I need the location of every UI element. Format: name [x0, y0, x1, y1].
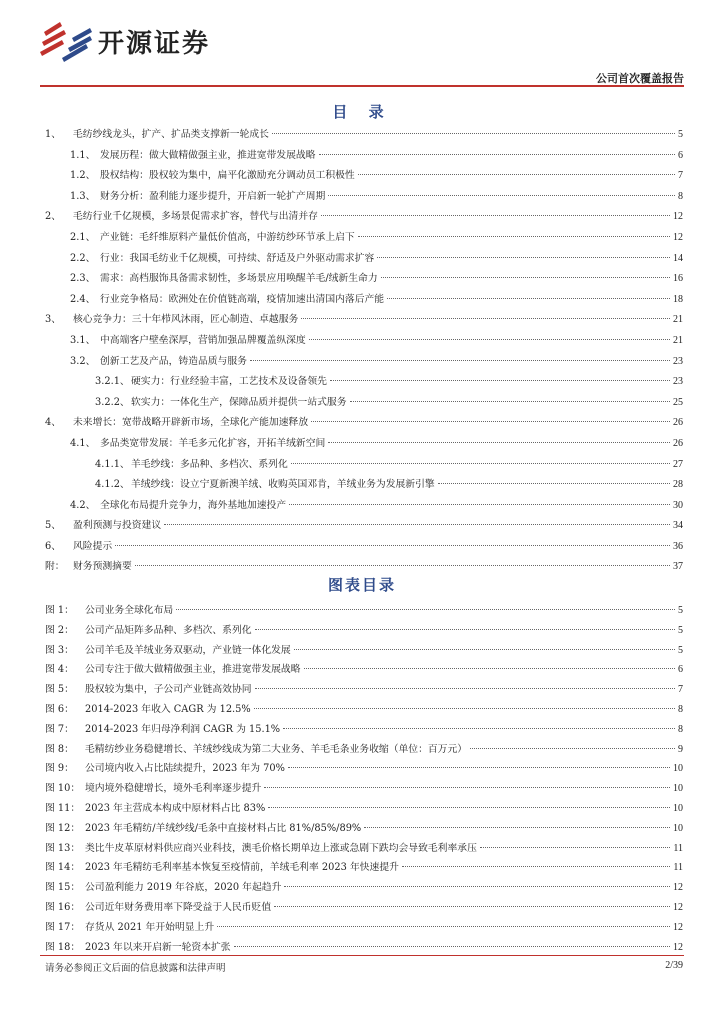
figure-text: 毛精纺纱业务稳健增长、羊绒纱线成为第二大业务、羊毛毛条业务收缩（单位：百万元） — [85, 743, 468, 755]
toc-entry[interactable] — [45, 372, 683, 393]
toc-leader — [115, 545, 670, 546]
figure-number: 图 4： — [45, 664, 74, 676]
figure-text: 类比牛皮革原材料供应商兴业科技，澳毛价格长期单边上涨或急剧下跌均会导致毛利率承压 — [85, 842, 477, 854]
toc-text: 中高端客户壁垒深厚，营销加强品牌覆盖纵深度 — [100, 334, 306, 346]
figure-leader — [255, 629, 675, 630]
toc-text: 创新工艺及产品，铸造品质与服务 — [100, 355, 247, 367]
toc-page: 21 — [673, 314, 683, 326]
toc-number: 2.1、 — [70, 231, 96, 243]
toc-text: 毛纺纱线龙头，扩产、扩品类支撑新一轮成长 — [73, 129, 269, 140]
toc-page: 37 — [673, 561, 683, 573]
figure-number: 图 10： — [45, 783, 81, 795]
toc-text: 财务分析：盈利能力逐步提升，开启新一轮扩产周期 — [100, 190, 326, 202]
figure-page: 11 — [673, 842, 683, 854]
figure-number: 图 11： — [45, 802, 81, 814]
toc-page: 27 — [673, 458, 683, 470]
toc-entry[interactable] — [45, 228, 683, 249]
figure-list — [45, 601, 683, 957]
toc-leader — [321, 215, 670, 216]
figure-page: 12 — [673, 921, 683, 933]
figure-text: 公司羊毛及羊绒业务双驱动，产业链一体化发展 — [85, 644, 291, 656]
figure-page: 12 — [673, 882, 683, 894]
figure-number: 图 17： — [45, 921, 81, 933]
toc-page: 34 — [673, 520, 683, 532]
toc-leader — [309, 339, 670, 340]
toc-text: 多品类宽带发展：羊毛多元化扩容，开拓羊绒新空间 — [100, 437, 326, 449]
footer-divider — [40, 955, 684, 956]
figure-leader — [304, 668, 675, 669]
toc-text: 核心竞争力：三十年栉风沐雨，匠心制造、卓越服务 — [73, 314, 299, 326]
figure-number: 图 12： — [45, 822, 81, 834]
figure-page: 7 — [678, 684, 683, 696]
toc-text: 股权结构：股权较为集中，扁平化激励充分调动员工积极性 — [100, 170, 355, 182]
toc-leader — [272, 133, 675, 134]
toc-text: 行业竞争格局：欧洲处在价值链高端，疫情加速出清国内落后产能 — [100, 293, 385, 305]
figure-number: 图 2： — [45, 624, 74, 636]
toc-page: 36 — [673, 540, 683, 552]
toc-entry[interactable] — [45, 207, 683, 228]
figure-entry[interactable] — [45, 621, 683, 641]
toc-entry[interactable] — [45, 516, 683, 537]
toc-number: 2.4、 — [70, 293, 96, 305]
figure-leader — [294, 649, 675, 650]
toc-page: 30 — [673, 499, 683, 511]
toc-page: 16 — [673, 273, 683, 285]
figure-leader — [274, 906, 670, 907]
toc-number: 2.2、 — [70, 252, 96, 264]
figure-page: 5 — [678, 605, 683, 616]
toc-number: 1、 — [45, 129, 62, 140]
figure-text: 公司业务全球化布局 — [85, 605, 174, 616]
toc-number: 4、 — [45, 417, 62, 429]
figure-entry[interactable] — [45, 660, 683, 680]
figure-text: 2014-2023 年归母净利润 CAGR 为 15.1% — [85, 723, 281, 735]
figure-page: 8 — [678, 723, 683, 735]
toc-entry[interactable] — [45, 475, 683, 496]
toc-leader — [358, 236, 670, 237]
figure-page: 5 — [678, 624, 683, 636]
brand-name: 开源证券 — [98, 28, 211, 59]
figure-entry[interactable] — [45, 779, 683, 799]
toc-entry[interactable] — [45, 413, 683, 434]
figure-page: 10 — [673, 783, 683, 795]
toc-text: 羊毛纱线：多品种、多档次、系列化 — [131, 458, 288, 470]
figure-text: 2023 年毛精纺毛利率基本恢复至疫情前，羊绒毛利率 2023 年快速提升 — [85, 862, 399, 874]
toc-text: 硬实力：行业经验丰富，工艺技术及设备领先 — [131, 376, 327, 388]
toc-leader — [328, 195, 675, 196]
figure-text: 公司专注于做大做精做强主业，推进宽带发展战略 — [85, 664, 301, 676]
toc-page: 26 — [673, 417, 683, 429]
figure-entry[interactable] — [45, 601, 683, 621]
toc-leader — [164, 524, 670, 525]
toc-number: 3.1、 — [70, 334, 96, 346]
toc-text: 产业链：毛纤维原料产量低价值高，中游纺纱环节承上启下 — [100, 231, 355, 243]
toc-entry[interactable] — [45, 290, 683, 311]
toc-page: 25 — [673, 396, 683, 408]
figure-page: 10 — [673, 763, 683, 775]
toc-entry[interactable] — [45, 249, 683, 270]
figure-list-title: 图表目录 — [327, 576, 396, 594]
toc-text: 财务预测摘要 — [73, 561, 132, 573]
figure-entry[interactable] — [45, 839, 683, 859]
figure-number: 图 7： — [45, 723, 74, 735]
brand-logo-icon — [38, 18, 94, 64]
toc-text: 软实力：一体化生产，保障品质并提供一站式服务 — [131, 396, 347, 408]
toc-leader — [291, 463, 670, 464]
figure-leader — [234, 946, 670, 947]
toc-number: 2、 — [45, 211, 62, 223]
figure-page: 10 — [673, 822, 683, 834]
figure-number: 图 15： — [45, 882, 81, 894]
figure-number: 图 13： — [45, 842, 81, 854]
toc-text: 需求：高档服饰具备需求韧性，多场景应用唤醒羊毛/绒新生命力 — [100, 273, 378, 285]
figure-text: 股权较为集中，子公司产业链高效协同 — [85, 684, 252, 696]
toc-list — [45, 125, 683, 578]
toc-number: 1.3、 — [70, 190, 96, 202]
figure-text: 2023 年毛精纺/羊绒纱线/毛条中直接材料占比 81%/85%/89% — [85, 822, 362, 834]
toc-page: 12 — [673, 231, 683, 243]
toc-leader — [301, 318, 670, 319]
figure-leader — [283, 728, 675, 729]
figure-leader — [268, 807, 670, 808]
figure-leader — [284, 886, 670, 887]
toc-text: 未来增长：宽带战略开辟新市场，全球化产能加速释放 — [73, 417, 309, 429]
toc-number: 3.2、 — [70, 355, 96, 367]
figure-page: 10 — [673, 802, 683, 814]
figure-entry[interactable] — [45, 918, 683, 938]
figure-entry[interactable] — [45, 700, 683, 720]
toc-number: 1.1、 — [70, 149, 96, 161]
toc-leader — [438, 483, 670, 484]
toc-entry[interactable] — [45, 269, 683, 290]
figure-page: 8 — [678, 703, 683, 715]
toc-entry[interactable] — [45, 146, 683, 167]
figure-number: 图 6： — [45, 703, 74, 715]
figure-leader — [288, 767, 670, 768]
footer-disclaimer: 请务必参阅正文后面的信息披露和法律声明 — [45, 963, 226, 974]
toc-text: 盈利预测与投资建议 — [73, 520, 162, 532]
figure-text: 境内境外稳健增长，境外毛利率逐步提升 — [85, 783, 262, 795]
figure-entry[interactable] — [45, 720, 683, 740]
figure-number: 图 1： — [45, 605, 74, 616]
toc-entry[interactable] — [45, 496, 683, 517]
toc-entry[interactable] — [45, 537, 683, 558]
figure-leader — [255, 688, 675, 689]
toc-number: 4.1、 — [70, 437, 96, 449]
toc-number: 附： — [45, 561, 65, 573]
figure-text: 2023 年主营成本构成中原材料占比 83% — [85, 802, 266, 814]
toc-entry[interactable] — [45, 331, 683, 352]
toc-page: 7 — [678, 170, 683, 182]
toc-number: 1.2、 — [70, 170, 96, 182]
figure-number: 图 3： — [45, 644, 74, 656]
toc-page: 26 — [673, 437, 683, 449]
toc-page: 8 — [678, 190, 683, 202]
toc-number: 4.1.1、 — [95, 458, 130, 470]
figure-page: 12 — [673, 901, 683, 913]
toc-entry[interactable] — [45, 455, 683, 476]
toc-leader — [387, 298, 670, 299]
toc-page: 6 — [678, 149, 683, 161]
figure-entry[interactable] — [45, 740, 683, 760]
toc-leader — [311, 421, 670, 422]
toc-leader — [289, 504, 670, 505]
figure-leader — [364, 827, 670, 828]
toc-entry[interactable] — [45, 352, 683, 373]
toc-title: 目 录 — [332, 103, 392, 121]
toc-leader — [381, 277, 670, 278]
toc-number: 2.3、 — [70, 273, 96, 285]
page-number: 2/39 — [665, 960, 683, 971]
toc-text: 全球化布局提升竞争力，海外基地加速投产 — [100, 499, 287, 511]
figure-number: 图 9： — [45, 763, 74, 775]
toc-entry[interactable] — [45, 434, 683, 455]
figure-text: 公司盈利能力 2019 年谷底，2020 年起趋升 — [85, 882, 282, 894]
figure-number: 图 5： — [45, 684, 74, 696]
brand-logo — [38, 16, 210, 66]
toc-page: 23 — [673, 376, 683, 388]
figure-text: 2014-2023 年收入 CAGR 为 12.5% — [85, 703, 251, 715]
figure-number: 图 14： — [45, 862, 81, 874]
figure-entry[interactable] — [45, 759, 683, 779]
figure-page: 5 — [678, 644, 683, 656]
toc-leader — [377, 257, 670, 258]
figure-leader — [402, 866, 670, 867]
figure-page: 12 — [673, 941, 683, 953]
figure-leader — [254, 708, 675, 709]
figure-number: 图 18： — [45, 941, 81, 953]
figure-entry[interactable] — [45, 878, 683, 898]
figure-leader — [264, 787, 670, 788]
toc-leader — [135, 565, 670, 566]
figure-entry[interactable] — [45, 858, 683, 878]
toc-page: 12 — [673, 211, 683, 223]
figure-text: 公司近年财务费用率下降受益于人民币贬值 — [85, 901, 272, 913]
figure-entry[interactable] — [45, 680, 683, 700]
toc-leader — [250, 360, 670, 361]
figure-number: 图 8： — [45, 743, 74, 755]
figure-leader — [176, 609, 675, 610]
figure-page: 6 — [678, 664, 683, 676]
figure-page: 11 — [673, 862, 683, 874]
toc-page: 28 — [673, 479, 683, 491]
figure-page: 9 — [678, 743, 683, 755]
toc-page: 23 — [673, 355, 683, 367]
toc-leader — [358, 174, 675, 175]
toc-page: 18 — [673, 293, 683, 305]
toc-number: 3.2.2、 — [95, 396, 130, 408]
toc-text: 毛纺行业千亿规模，多场景促需求扩容，替代与出清并存 — [73, 211, 318, 223]
toc-entry[interactable] — [45, 310, 683, 331]
toc-leader — [350, 401, 670, 402]
figure-entry[interactable] — [45, 898, 683, 918]
report-type: 公司首次覆盖报告 — [596, 72, 684, 85]
toc-text: 行业：我国毛纺业千亿规模，可持续、舒适及户外驱动需求扩容 — [100, 252, 375, 264]
toc-text: 发展历程：做大做精做强主业，推进宽带发展战略 — [100, 149, 316, 161]
figure-entry[interactable] — [45, 819, 683, 839]
toc-text: 羊绒纱线：设立宁夏新澳羊绒、收购英国邓肯，羊绒业务为发展新引擎 — [131, 479, 435, 491]
toc-page: 21 — [673, 334, 683, 346]
figure-text: 公司产品矩阵多品种、多档次、系列化 — [85, 624, 252, 636]
toc-entry[interactable] — [45, 125, 683, 146]
figure-text: 2023 年以来开启新一轮资本扩张 — [85, 941, 231, 953]
toc-number: 4.1.2、 — [95, 479, 130, 491]
figure-leader — [480, 847, 670, 848]
toc-page: 5 — [678, 129, 683, 140]
figure-text: 公司境内收入占比陆续提升，2023 年为 70% — [85, 763, 285, 775]
toc-leader — [319, 154, 675, 155]
toc-leader — [330, 380, 670, 381]
toc-text: 风险提示 — [73, 540, 113, 552]
toc-number: 3、 — [45, 314, 62, 326]
toc-entry[interactable] — [45, 166, 683, 187]
toc-number: 5、 — [45, 520, 62, 532]
header-divider — [40, 85, 684, 87]
toc-entry[interactable] — [45, 187, 683, 208]
figure-text: 存货从 2021 年开始明显上升 — [85, 921, 215, 933]
toc-leader — [328, 442, 670, 443]
toc-entry[interactable] — [45, 393, 683, 414]
figure-leader — [470, 748, 675, 749]
toc-page: 14 — [673, 252, 683, 264]
toc-number: 3.2.1、 — [95, 376, 130, 388]
toc-number: 6、 — [45, 540, 62, 552]
figure-number: 图 16： — [45, 901, 81, 913]
figure-leader — [217, 926, 670, 927]
toc-number: 4.2、 — [70, 499, 96, 511]
figure-entry[interactable] — [45, 641, 683, 661]
figure-entry[interactable] — [45, 799, 683, 819]
